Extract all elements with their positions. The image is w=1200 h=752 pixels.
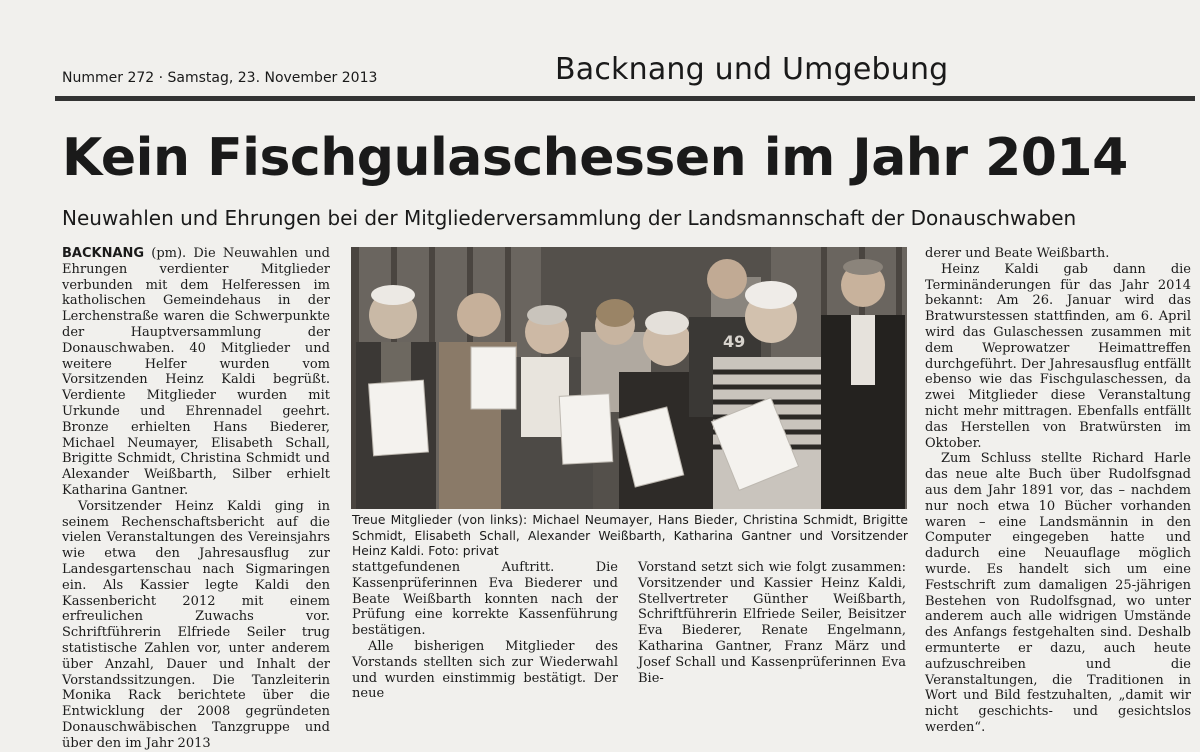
dateline: BACKNANG	[62, 246, 145, 261]
section-title: Backnang und Umgebung	[555, 52, 949, 87]
article-paragraph: Alle bisherigen Mitglieder des Vorstands stellten sich zur Wiederwahl und wurden einstimmig bestätigt. Der neue	[352, 638, 618, 702]
article-paragraph: Zum Schluss stellte Richard Harle das neue alte Buch über Rudolfsgnad aus dem Jahr 1891 vor, das – nachdem nur noch etwa 10 Bücher vorhanden waren – eine Landsmännin in den Computer eingegeben hatte und dadurch eine Neuauflage möglich wurde. Es handelt sich um eine Festschrift zum damaligen 25-jährigen Bestehen von Rudolfsgnad, wo unter anderem auch alle widrigen Umstände des Anfangs festgehalten sind. Deshalb ermunterte er dazu, auch heute aufzuschreiben und die Veranstaltungen, die Traditionen in Wort und Bild festzuhalten, „damit wir nicht geschichts- und gesichtslos werden“.	[925, 451, 1191, 735]
jersey-number: 49	[723, 332, 746, 351]
header-rule	[55, 96, 1195, 101]
group-photo	[351, 247, 907, 509]
issue-date-line: Nummer 272 · Samstag, 23. November 2013	[62, 70, 378, 86]
article-paragraph: stattgefundenen Auftritt. Die Kassenprüferinnen Eva Biederer und Beate Weißbarth konnten nach der Prüfung eine korrekte Kassenführung bestätigen.	[352, 560, 618, 639]
caption-text: Treue Mitglieder (von links): Michael Neumayer, Hans Bieder, Christina Schmidt, Brigitte Schmidt, Elisabeth Schall, Alexander Weißbarth, Katharina Gantner und Vorsitzender Heinz Kaldi.	[352, 513, 908, 558]
article-column-3	[638, 560, 906, 686]
article-column-1	[62, 246, 330, 752]
article-paragraph: Vorsitzender Heinz Kaldi ging in seinem Rechenschaftsbericht auf die vielen Veranstaltungen des Vereinsjahrs wie etwa den Jahresausflug zur Landesgartenschau nach Sigmaringen ein. Als Kassier legte Kaldi den Kassenbericht 2012 mit einem erfreulichen Zuwachs vor. Schriftführerin Elfriede Seiler trug statistische Zahlen vor, unter anderem über Anzahl, Dauer und Inhalt der Vorstandssitzungen. Die Tanzleiterin Monika Rack berichtete über die Entwicklung der 2008 gegründeten Donauschwäbischen Tanzgruppe und über den im Jahr 2013	[62, 498, 330, 751]
article-paragraph: derer und Beate Weißbarth.	[925, 246, 1110, 261]
photo-caption	[352, 513, 908, 560]
article-headline: Kein Fischgulaschessen im Jahr 2014	[62, 128, 1128, 188]
article-column-2	[352, 560, 618, 702]
article-paragraph: Vorstand setzt sich wie folgt zusammen: Vorsitzender und Kassier Heinz Kaldi, Stellvertreter Günther Weißbarth, Schriftführerin Elfriede Seiler, Beisitzer Eva Biederer, Renate Engelmann, Katharina Gantner, Franz März und Josef Schall und Kassenprüferinnen Eva Bie-	[638, 560, 906, 686]
article-column-4	[925, 246, 1191, 736]
article-paragraph: Heinz Kaldi gab dann die Terminänderungen für das Jahr 2014 bekannt: Am 26. Januar wird das Bratwurstessen stattfinden, am 6. April wird das Gulaschessen zusammen mit dem Weprowatzer Heimattreffen durchgeführt. Der Jahresausflug entfällt ebenso wie das Fischgulaschessen, da zwei Mitglieder diese Veranstaltung nicht mehr mittragen. Ebenfalls entfällt das Herstellen von Bratwürsten im Oktober.	[925, 261, 1191, 451]
photo-credit: Foto: privat	[428, 544, 499, 558]
paragraph-text: (pm). Die Neuwahlen und Ehrungen verdienter Mitglieder verbunden mit dem Helferessen im katholischen Gemeindehaus in der Lerchenstraße waren die Schwerpunkte der Hauptversammlung der Donauschwaben. 40 Mitglieder und weitere Helfer wurden vom Vorsitzenden Heinz Kaldi begrüßt. Verdiente Mitglieder wurden mit Urkunde und Ehrennadel geehrt. Bronze erhielten Hans Biederer, Michael Neumayer, Elisabeth Schall, Brigitte Schmidt, Christina Schmidt und Alexander Weißbarth, Silber erhielt Katharina Gantner.	[62, 246, 330, 498]
article-subheadline: Neuwahlen und Ehrungen bei der Mitgliederversammlung der Landsmannschaft der Donauschwaben	[62, 206, 1077, 230]
article-paragraph	[62, 246, 330, 499]
